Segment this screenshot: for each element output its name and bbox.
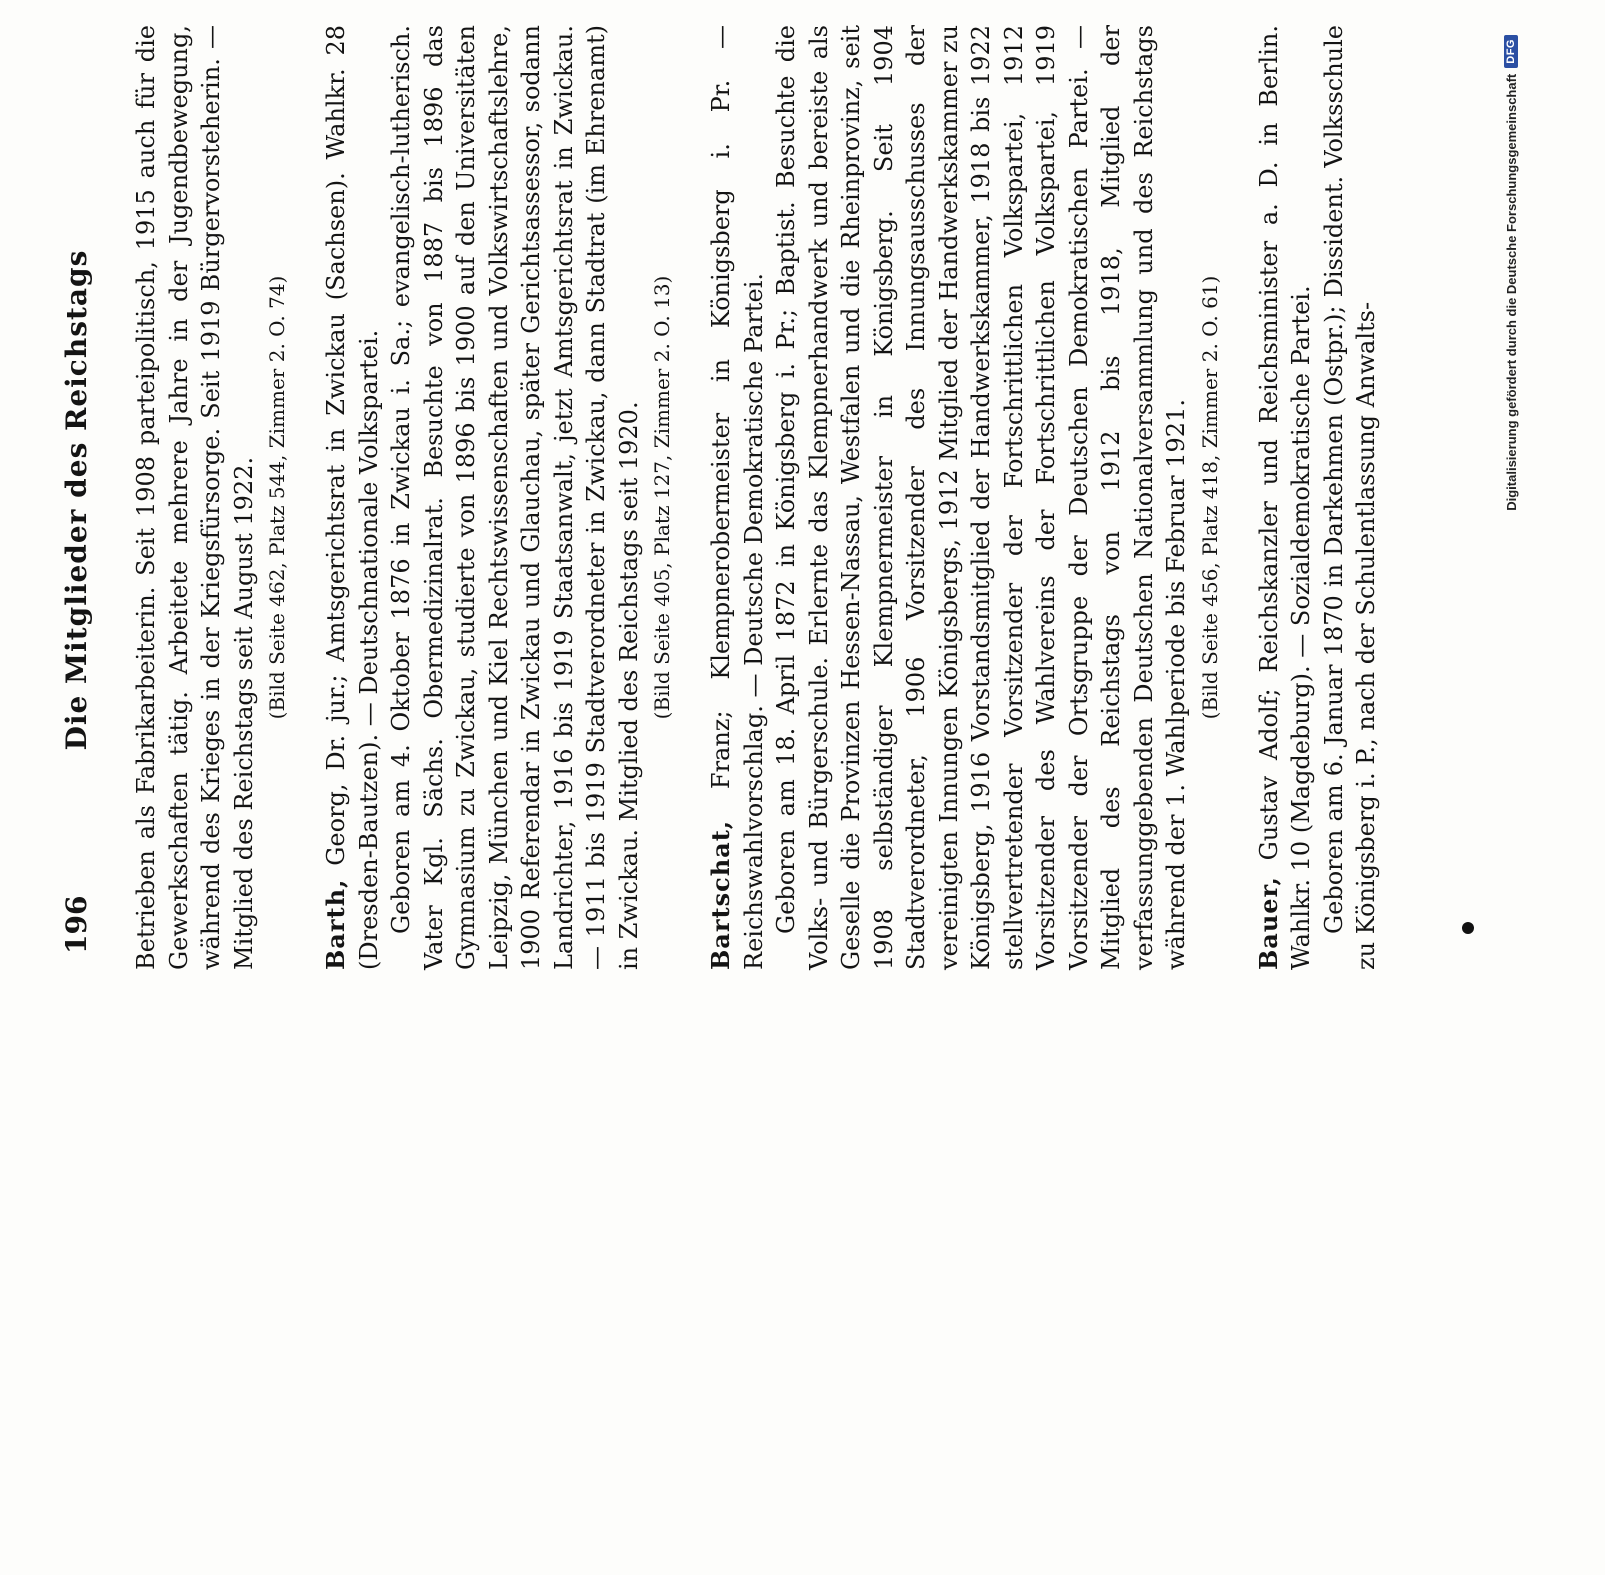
- entry-paragraph: [705, 25, 770, 970]
- page-header: [60, 30, 110, 970]
- entry-biography: Geboren am 4. Oktober 1876 in Zwickau i. Sa.; evangelisch-lutherisch. Vater Kgl. Sächs. Obermedizinalrat. Besuchte von 1887 bis 1896 das Gymnasium zu Zwickau, studierte von 1896 bis 1900 auf den Universitäten Leipzig, München und Kiel Rechtswissenschaften und Volkswirtschaftslehre, 1900 Referendar in Zwickau und Glauchau, später Gerichtsassessor, sodann Landrichter, 1916 bis 1919 Staatsanwalt, jetzt Amtsgerichtsrat in Zwickau. — 1911 bis 1919 Stadtverordneter in Zwickau, dann Stadtrat (im Ehrenamt) in Zwickau. Mitglied des Reichstags seit 1920.: [387, 25, 643, 970]
- photo-reference: (Bild Seite 405, Platz 127, Zimmer 2. O. 13): [650, 275, 674, 720]
- bullet-mark: [1462, 922, 1474, 934]
- page-number: 196: [60, 895, 93, 954]
- member-surname: Bauer,: [1253, 876, 1283, 970]
- entry-paragraph: [320, 25, 385, 970]
- digitization-note: [1500, 35, 1522, 1575]
- member-surname: Barth,: [321, 878, 350, 970]
- entry-summary: Georg, Dr. jur.; Amtsgerichtsrat in Zwickau (Sachsen). Wahlkr. 28 (Dresden-Bautzen). — Deutschnationale Volkspartei.: [322, 25, 383, 970]
- entry-bartschat: [705, 25, 1225, 970]
- entry-bauer: [1253, 25, 1383, 970]
- entry-summary: Gustav Adolf; Reichskanzler und Reichsminister a. D. in Berlin. Wahlkr. 10 (Magdeburg). — Sozialdemokratische Partei.: [1254, 25, 1315, 970]
- page-body: [130, 25, 1411, 970]
- entry-continuation: [130, 25, 292, 970]
- member-surname: Bartschat,: [706, 819, 735, 970]
- photo-reference: (Bild Seite 462, Platz 544, Zimmer 2. O. 74): [265, 275, 289, 720]
- photo-reference: (Bild Seite 456, Platz 418, Zimmer 2. O. 61): [1197, 275, 1222, 720]
- entry-paragraph: [1253, 25, 1318, 970]
- entry-barth: [320, 25, 677, 970]
- entry-biography: Geboren am 18. April 1872 in Königsberg i. Pr.; Baptist. Besuchte die Volks- und Bürgerschule. Erlernte das Klempnerhandwerk und bereiste als Geselle die Provinzen Hessen-Nassau, Westfalen und die Rheinprovinz, seit 1908 selbständiger Klempnermeister in Königsberg. Seit 1904 Stadtverordneter, 1906 Vorsitzender des Innungsausschusses der vereinigten Innungen Königsbergs, 1912 Mitglied der Handwerkskammer zu Königsberg, 1916 Vorstandsmitglied der Handwerkskammer, 1918 bis 1922 stellvertretender Vorsitzender der Fortschrittlichen Volkspartei, 1912 Vorsitzender des Wahlvereins der Fortschrittlichen Volkspartei, 1919 Vorsitzender der Ortsgruppe der Deutschen Demokratischen Partei. — Mitglied des Reichstags von 1912 bis 1918, Mitglied der verfassunggebenden Deutschen Nationalversammlung und des Reichstags während der 1. Wahlperiode bis Februar 1921.: [772, 25, 1190, 970]
- digitization-text: Digitalisierung gefördert durch die Deutsche Forschungsgemeinschaft: [1503, 73, 1519, 511]
- entry-summary: Franz; Klempnerobermeister in Königsberg i. Pr. — Reichswahlvorschlag. — Deutsche Demokratische Partei.: [707, 25, 768, 970]
- running-title: Die Mitglieder des Reichstags: [60, 249, 93, 751]
- entry-paragraph: Betrieben als Fabrikarbeiterin. Seit 1908 parteipolitisch, 1915 auch für die Gewerkschaften tätig. Arbeitete mehrere Jahre in der Jugendbewegung, während des Krieges in der Kriegsfürsorge. Seit 1919 Bürgervorsteherin. — Mitglied des Reichstags seit August 1922.: [132, 25, 258, 970]
- dfg-logo: DFG: [1504, 35, 1518, 68]
- entry-biography: Geboren am 6. Januar 1870 in Darkehmen (Ostpr.); Dissident. Volksschule zu Königsberg i. P., nach der Schulentlassung Anwalts-: [1319, 25, 1380, 970]
